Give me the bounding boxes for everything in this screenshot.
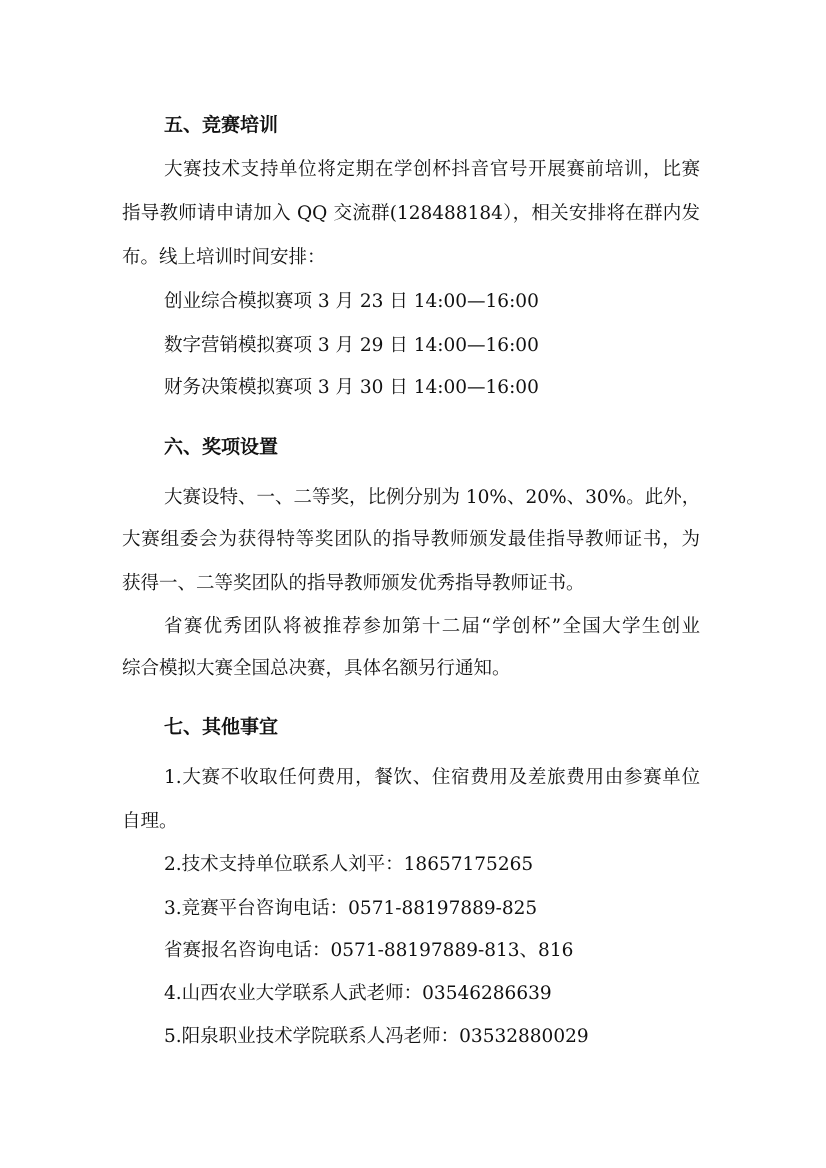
section6-para2-line-1: 省赛优秀团队将被推荐参加第十二届“学创杯”全国大学生创业 <box>164 616 700 637</box>
contact-yangquan-vocational: 5.阳泉职业技术学院联系人冯老师：03532880029 <box>164 1026 589 1047</box>
section6-para1-line-3: 获得一、二等奖团队的指导教师颁发优秀指导教师证书。 <box>122 573 585 594</box>
section5-para-line-3: 布。线上培训时间安排： <box>122 247 326 268</box>
section6-para1-line-2: 大赛组委会为获得特等奖团队的指导教师颁发最佳指导教师证书，为 <box>122 529 700 550</box>
section6-para1-line-1: 大赛设特、一、二等奖，比例分别为 10%、20%、30%。此外， <box>164 487 701 508</box>
section7-item1-line-1: 1.大赛不收取任何费用，餐饮、住宿费用及差旅费用由参赛单位 <box>164 767 700 788</box>
schedule-item-2: 数字营销模拟赛项 3 月 29 日 14:00—16:00 <box>164 335 539 356</box>
contact-tech-support: 2.技术支持单位联系人刘平：18657175265 <box>164 854 534 875</box>
schedule-item-1: 创业综合模拟赛项 3 月 23 日 14:00—16:00 <box>164 291 539 312</box>
section6-para2-line-2: 综合模拟大赛全国总决赛，具体名额另行通知。 <box>122 658 511 679</box>
section7-heading: 七、其他事宜 <box>164 716 279 738</box>
contact-platform-phone: 3.竞赛平台咨询电话：0571-88197889-825 <box>164 898 538 919</box>
section7-item1-line-2: 自理。 <box>122 811 178 832</box>
contact-shanxi-agri: 4.山西农业大学联系人武老师：03546286639 <box>164 983 552 1004</box>
section5-para-line-1: 大赛技术支持单位将定期在学创杯抖音官号开展赛前培训，比赛 <box>164 159 700 180</box>
schedule-item-3: 财务决策模拟赛项 3 月 30 日 14:00—16:00 <box>164 377 539 398</box>
section6-heading: 六、奖项设置 <box>164 436 279 458</box>
contact-registration-phone: 省赛报名咨询电话：0571-88197889-813、816 <box>164 940 574 961</box>
section5-heading: 五、竞赛培训 <box>164 114 279 136</box>
section5-para-line-2: 指导教师请申请加入 QQ 交流群(128488184），相关安排将在群内发 <box>122 203 700 224</box>
